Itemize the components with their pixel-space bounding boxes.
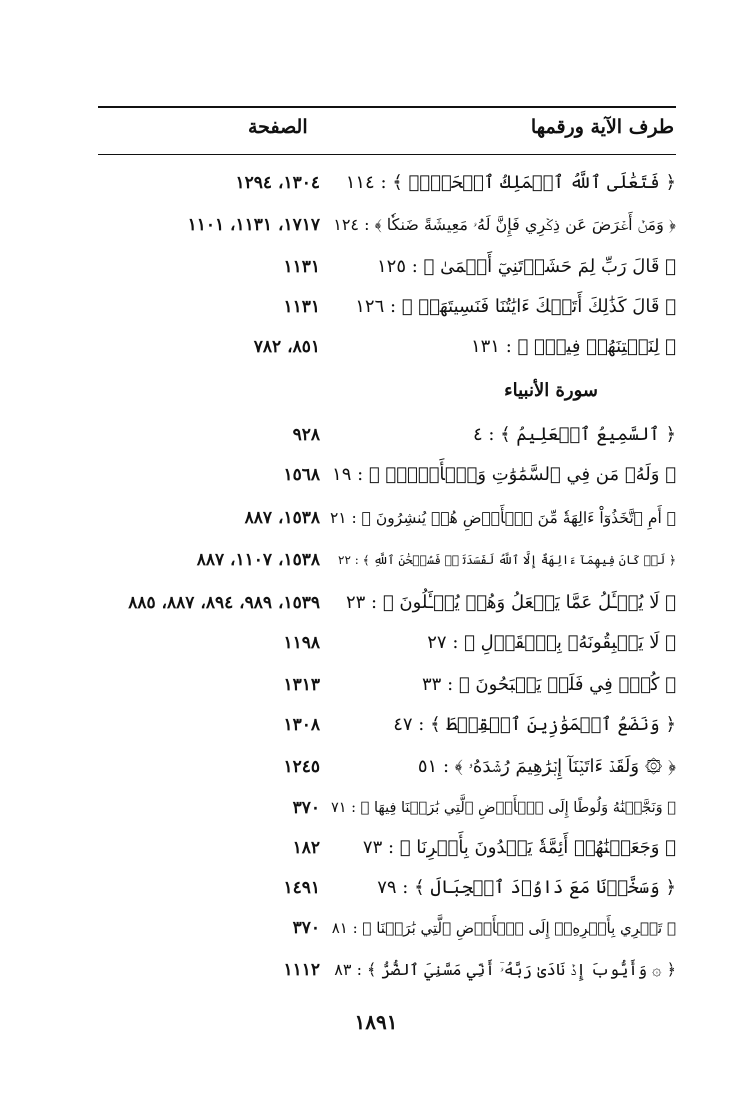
index-row: [98, 210, 676, 240]
index-row: [98, 252, 676, 282]
page-refs: ١٥٦٨: [283, 465, 320, 485]
index-row: [98, 710, 676, 740]
surah-title: سورة الأنبياء: [504, 380, 598, 401]
index-row: [98, 292, 676, 322]
verse-ref: ﴿ وَسَخَّرۡنَا مَعَ دَاوُۥدَ ٱلۡجِبَالَ ﴾ : ٧٩: [377, 877, 676, 898]
index-row: [98, 793, 676, 823]
verse-ref: ﴿ قَالَ كَذَٰلِكَ أَتَتۡكَ ءَايَٰتُنَا فَنَسِيتَهَاۖ ﴾ : ١٢٦: [355, 296, 676, 317]
verse-ref: ﴿ وَنَجَّيۡنَٰهُ وَلُوطًا إِلَى ٱلۡأَرۡضِ ٱلَّتِي بَٰرَكۡنَا فِيهَا ﴾ : ٧١: [331, 800, 676, 816]
index-row: [98, 420, 676, 450]
page-refs: ٨٥١، ٧٨٢: [253, 337, 320, 357]
index-row: [98, 628, 676, 658]
page-refs: ١٢٤٥: [283, 757, 320, 777]
page-refs: ١١٣١: [283, 297, 320, 317]
verse-ref: ﴿ وَنَضَعُ ٱلۡمَوَٰزِينَ ٱلۡقِسۡطَ ﴾ : ٤٧: [393, 714, 676, 735]
header-bottom-rule: [98, 154, 676, 155]
page-refs: ١٣١٣: [283, 675, 320, 695]
page-column-header: الصفحة: [248, 116, 308, 138]
page-refs: ٣٧٠: [292, 798, 320, 818]
verse-ref: ﴿ تَجۡرِي بِأَمۡرِهِۦٓ إِلَى ٱلۡأَرۡضِ ٱلَّتِي بَٰرَكۡنَا ﴾ : ٨١: [331, 919, 676, 937]
index-row: [98, 545, 676, 575]
header-top-rule: [98, 106, 676, 108]
verse-column-header: طرف الآية ورقمها: [530, 116, 674, 138]
page-refs: ١٣٠٨: [283, 715, 320, 735]
page-refs: ١٥٣٩، ٩٨٩، ٨٩٤، ٨٨٧، ٨٨٥: [128, 593, 320, 613]
verse-ref: ﴿ لَا يُسۡـَٔلُ عَمَّا يَفۡعَلُ وَهُمۡ يُسۡـَٔلُونَ ﴾ : ٢٣: [345, 592, 676, 613]
page-refs: ١٥٣٨، ١١٠٧، ٨٨٧: [196, 550, 320, 570]
verse-ref: ﴿ ۞ وَلَقَدۡ ءَاتَيۡنَآ إِبۡرَٰهِيمَ رُشۡدَهُۥ ﴾ : ٥١: [417, 756, 676, 777]
page-refs: ١٣٠٤، ١٢٩٤: [235, 173, 320, 193]
index-row: [98, 503, 676, 533]
verse-ref: ﴿ وَمَنۡ أَعۡرَضَ عَن ذِكۡرِي فَإِنَّ لَهُۥ مَعِيشَةً ضَنكٗا ﴾ : ١٢٤: [333, 215, 676, 234]
verse-ref: ﴿ ۞ وَأَيُّوبَ إِذۡ نَادَىٰ رَبَّهُۥٓ أَنِّي مَسَّنِيَ ٱلضُّرُّ ﴾ : ٨٣: [334, 960, 676, 979]
page-refs: ١٤٩١: [283, 878, 320, 898]
page-refs: ٩٢٨: [292, 425, 320, 445]
verse-ref: ﴿ وَلَهُۥ مَن فِي ٱلسَّمَٰوَٰتِ وَٱلۡأَرۡضِۚ ﴾ : ١٩: [332, 464, 676, 485]
index-row: [98, 913, 676, 943]
page-refs: ٣٧٠: [292, 918, 320, 938]
verse-ref: ﴿ ٱلسَّمِيعُ ٱلۡعَلِيمُ ﴾ : ٤: [472, 424, 676, 445]
verse-ref: ﴿ لِنَفۡتِنَهُمۡ فِيهِۚ ﴾ : ١٣١: [470, 336, 676, 357]
index-row: [98, 670, 676, 700]
page-refs: ١٥٣٨، ٨٨٧: [244, 508, 320, 528]
index-row: [98, 833, 676, 863]
verse-ref: ﴿ فَتَعَٰلَى ٱللَّهُ ٱلۡمَلِكُ ٱلۡحَقُّۗ ﴾ : ١١٤: [345, 172, 676, 193]
page-number: ١٨٩١: [354, 1010, 398, 1034]
verse-ref: ﴿ وَجَعَلۡنَٰهُمۡ أَئِمَّةٗ يَهۡدُونَ بِأَمۡرِنَا ﴾ : ٧٣: [362, 837, 676, 858]
verse-ref: ﴿ لَوۡ كَانَ فِيهِمَآ ءَالِهَةٌ إِلَّا ٱللَّهُ لَفَسَدَتَاۚ فَسُبۡحَٰنَ ٱللَّهِ ﴾ : ٢٢: [338, 553, 676, 567]
index-row: [98, 460, 676, 490]
verse-ref: ﴿ كُلّٞ فِي فَلَكٖ يَسۡبَحُونَ ﴾ : ٣٣: [422, 674, 676, 695]
index-row: [98, 332, 676, 362]
page-refs: ١٨٢: [292, 838, 320, 858]
index-row: [98, 588, 676, 618]
verse-ref: ﴿ أَمِ ٱتَّخَذُوٓاْ ءَالِهَةٗ مِّنَ ٱلۡأَرۡضِ هُمۡ يُنشِرُونَ ﴾ : ٢١: [329, 509, 676, 527]
verse-ref: ﴿ لَا يَسۡبِقُونَهُۥ بِٱلۡقَوۡلِ ﴾ : ٢٧: [427, 632, 676, 653]
page-refs: ١١٣١: [283, 257, 320, 277]
index-row: [98, 873, 676, 903]
index-row: [98, 752, 676, 782]
index-row: [98, 168, 676, 198]
index-row: [98, 955, 676, 985]
page-refs: ١١٩٨: [283, 633, 320, 653]
page-refs: ١٧١٧، ١١٣١، ١١٠١: [187, 215, 320, 235]
verse-ref: ﴿ قَالَ رَبِّ لِمَ حَشَرۡتَنِيٓ أَعۡمَىٰ ﴾ : ١٢٥: [377, 256, 676, 277]
page-refs: ١١١٢: [283, 960, 320, 980]
